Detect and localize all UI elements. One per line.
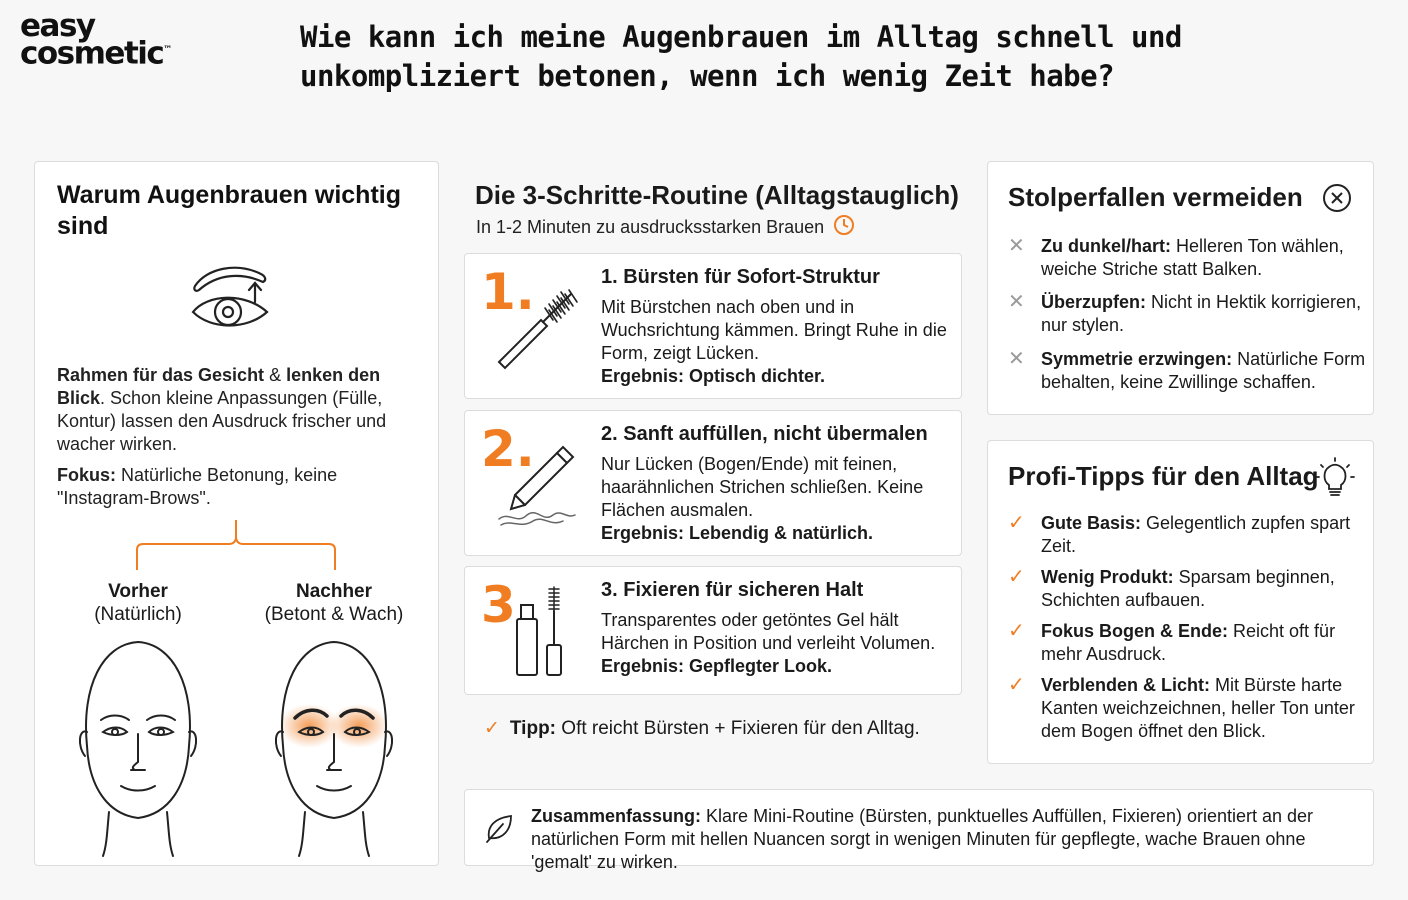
spoolie-brush-icon (493, 282, 583, 372)
check-icon: ✓ (1008, 566, 1025, 588)
pro-tip-item (1008, 620, 1368, 666)
step-number: 3 (481, 576, 516, 634)
step-text: Mit Bürstchen nach oben und in Wuchsrichtung kämmen. Bringt Ruhe in die Form, zeigt Lücken. (601, 297, 947, 363)
before-subtitle: (Natürlich) (94, 604, 182, 625)
comparison-bracket (135, 520, 337, 572)
brand-logo (20, 8, 190, 72)
x-mark-icon: ✕ (1008, 235, 1025, 257)
why-eyebrows-card (34, 161, 439, 866)
why-title: Warum Augenbrauen wichtig sind (57, 181, 401, 240)
pro-tips-card (987, 440, 1374, 764)
step-result: Ergebnis: Gepflegter Look. (601, 656, 833, 676)
pro-tip-label: Fokus Bogen & Ende: (1041, 621, 1229, 641)
pitfall-text: Helleren Ton wählen, weiche Striche statt Balken. (1041, 236, 1344, 279)
pro-tip-text: Sparsam beginnen, Schichten aufbauen. (1041, 567, 1335, 610)
intro-rest: . Schon kleine Anpassungen (Fülle, Kontur) lassen den Ausdruck frischer und wacher wirken. (57, 388, 387, 454)
routine-subtitle (476, 214, 855, 241)
step-number: 2. (481, 420, 535, 478)
after-title: Nachher (295, 581, 373, 602)
why-intro (57, 364, 427, 456)
tip-text: Oft reicht Bürsten + Fixieren für den Alltag. (556, 718, 920, 739)
face-before-icon (73, 636, 203, 858)
routine-tip (484, 717, 920, 740)
step-title: 1. Bürsten für Sofort-Struktur (601, 266, 880, 288)
after-label (249, 580, 419, 626)
tip-label: Tipp: (509, 718, 557, 739)
summary-card (464, 789, 1374, 872)
summary-label: Zusammenfassung: (531, 806, 702, 826)
pitfall-item (1008, 291, 1368, 337)
step-result: Ergebnis: Lebendig & natürlich. (601, 523, 874, 543)
pro-tip-item (1008, 674, 1368, 743)
pitfall-text: Natürliche Form behalten, keine Zwillinge schaffen. (1041, 349, 1366, 392)
step-result: Ergebnis: Optisch dichter. (601, 366, 826, 386)
logo-line-2: cosmetic (20, 35, 164, 72)
pitfall-item (1008, 235, 1368, 281)
check-icon: ✓ (1008, 620, 1025, 642)
pro-tip-label: Wenig Produkt: (1041, 567, 1174, 587)
pitfall-item (1008, 348, 1368, 394)
step-card-3 (464, 566, 962, 695)
step-text: Nur Lücken (Bogen/Ende) mit feinen, haarähnlichen Strichen schließen. Keine Flächen ausmalen. (601, 454, 924, 520)
check-icon: ✓ (484, 718, 500, 739)
routine-title: Die 3-Schritte-Routine (Alltagstauglich) (475, 180, 959, 210)
pro-tip-text: Gelegentlich zupfen spart Zeit. (1041, 513, 1351, 556)
pitfall-label: Überzupfen: (1041, 292, 1146, 312)
leaf-icon (483, 812, 515, 844)
step-card-2 (464, 410, 962, 556)
page-headline: Wie kann ich meine Augenbrauen im Alltag schnell und unkompliziert betonen, wenn ich wenig Zeit habe? (300, 20, 1182, 93)
before-label (53, 580, 223, 626)
x-mark-icon: ✕ (1008, 348, 1025, 370)
pitfall-text: Nicht in Hektik korrigieren, nur stylen. (1041, 292, 1362, 335)
step-number: 1. (481, 263, 535, 321)
x-mark-icon: ✕ (1008, 291, 1025, 313)
step-title: 3. Fixieren für sicheren Halt (601, 579, 864, 601)
focus-text: Natürliche Betonung, keine "Instagram-Brows". (57, 465, 338, 508)
step-title: 2. Sanft auffüllen, nicht übermalen (601, 423, 928, 445)
pro-tip-label: Verblenden & Licht: (1041, 675, 1211, 695)
close-circle-icon (1321, 182, 1353, 214)
why-focus (57, 464, 427, 510)
clock-icon (833, 214, 855, 241)
face-after-icon (269, 636, 399, 858)
summary-body: Klare Mini-Routine (Bürsten, punktuelles Auffüllen, Fixieren) orientiert an der natürlichen Form mit hellen Nuancen sorgt in wenigen Minuten für gepflegte, wache Brauen ohne 'gemalt' zu wirken. (531, 806, 1314, 872)
step-body (601, 453, 951, 545)
brow-gel-icon (513, 585, 573, 679)
check-icon: ✓ (1008, 512, 1025, 534)
step-text: Transparentes oder getöntes Gel hält Härchen in Position und verleiht Volumen. (601, 610, 936, 653)
logo-line-1: easy (20, 8, 95, 44)
pro-tip-label: Gute Basis: (1041, 513, 1142, 533)
step-body (601, 609, 951, 678)
intro-bold-gaze: lenken den Blick (57, 365, 381, 408)
step-body (601, 296, 951, 388)
intro-bold-frame: Rahmen für das Gesicht (57, 365, 265, 385)
pitfall-label: Symmetrie erzwingen: (1041, 349, 1233, 369)
focus-label: Fokus: (57, 465, 117, 485)
after-subtitle: (Betont & Wach) (264, 604, 404, 625)
routine-subtitle-text: In 1-2 Minuten zu ausdrucksstarken Brauen (476, 217, 825, 237)
pro-tip-item (1008, 512, 1368, 558)
eye-with-brow-icon (189, 260, 271, 343)
pro-tip-text: Reicht oft für mehr Ausdruck. (1041, 621, 1336, 664)
pitfalls-card (987, 161, 1374, 415)
before-title: Vorher (108, 581, 168, 602)
pro-tip-item (1008, 566, 1368, 612)
pro-tip-text: Mit Bürste harte Kanten weichzeichnen, heller Ton unter dem Bogen öffnet den Blick. (1041, 675, 1355, 741)
intro-amp: & (264, 365, 287, 385)
logo-trademark: ™ (163, 45, 173, 55)
pitfall-label: Zu dunkel/hart: (1041, 236, 1171, 256)
pro-tips-title: Profi-Tipps für den Alltag (1008, 461, 1319, 491)
lightbulb-icon (1315, 457, 1355, 499)
summary-text (531, 805, 1367, 874)
check-icon: ✓ (1008, 674, 1025, 696)
pitfalls-title: Stolperfallen vermeiden (1008, 182, 1303, 212)
brow-pencil-icon (493, 439, 583, 531)
step-card-1 (464, 253, 962, 399)
